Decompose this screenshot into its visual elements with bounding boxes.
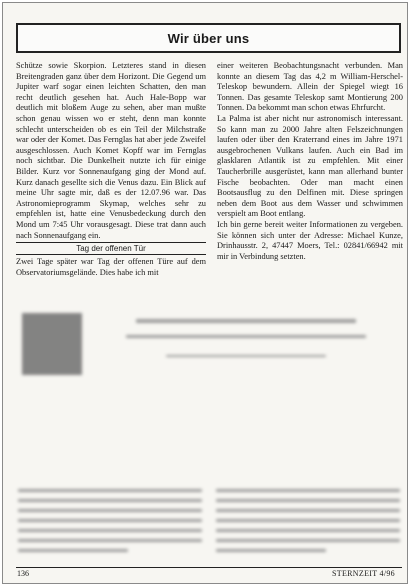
blurred-article — [16, 303, 402, 558]
subheading-open-day: Tag der offenen Tür — [16, 242, 206, 255]
section-header — [16, 23, 401, 53]
right-paragraph-3: Ich bin gerne bereit weiter Informationen zu vergeben. Sie können sich unter der Adresse: Michael Kunze, Drinhausstr. 2, 47447 Moers, Tel.: 02841/66942 mit mir in Verbindung setzten. — [217, 219, 403, 261]
blurred-text-line — [18, 509, 202, 512]
blurred-text-line — [216, 519, 400, 522]
blurred-text-line — [18, 549, 128, 552]
blurred-text-line — [18, 539, 202, 542]
right-paragraph-1: einer weiteren Beobachtungsnacht verbunden. Man konnte an diesem Tag das 4,2 m William-Herschel-Teleskop bewundern. Allein der Spiegel wiegt 16 Tonnen. Das gesamte Teleskop samt Montierung 200 Tonnen. Da bekommt man schon etwas Ehrfurcht. — [217, 61, 403, 113]
page-number: 136 — [17, 569, 29, 578]
section-title: Wir über uns — [167, 30, 250, 46]
blurred-text-line — [18, 529, 202, 532]
left-column — [16, 61, 206, 278]
blurred-text-line — [216, 529, 400, 532]
blurred-text-line — [216, 489, 400, 492]
blurred-text-line — [216, 499, 400, 502]
blurred-text-line — [18, 499, 202, 502]
blurred-text-line — [216, 509, 400, 512]
left-paragraph-2: Zwei Tage später war Tag der offenen Türe auf dem Observatoriumsgelände. Dies habe ich mit — [16, 257, 206, 277]
magazine-page — [2, 2, 408, 584]
blurred-text-line — [216, 549, 326, 552]
blurred-byline — [166, 355, 326, 357]
blurred-subtitle-line — [126, 335, 366, 338]
blurred-text-line — [18, 519, 202, 522]
blurred-title-line — [136, 319, 356, 323]
left-paragraph-1: Schütze sowie Skorpion. Letzteres stand in diesen Breitengraden ganz über dem Horizont. Die Gegend um Jupiter warf sogar einen leichten Schatten, den man recht deutlich gesehen hat. Auch Hale-Bopp war deutlich mit bloßem Auge zu sehen, aber man mußte schon genau wissen wo er steht, denn man konnte schlecht unterscheiden ob es ein Teil der Milchstraße war oder der Komet. Das Fernglas hat aber jede Zweifel ausgeschlossen. Auch Komet Kopff war im Fernglas noch sichtbar. Die Dunkelheit nutzte ich für einige Bilder. Kurz vor Sonnenaufgang ging der Mond auf. Kurz danach gesellte sich die Venus dazu. Ein Blick auf meine Uhr sagte mir, daß es der 12.07.96 war. Das Astronomieprogramm Skymap, welches sehr zu empfehlen ist, hatte eine Venusbedeckung durch den Mond um 7:45 Uhr vorausgesagt. Diese trat dann auch nach Sonnenaufgang ein. — [16, 61, 206, 240]
blurred-section-badge — [22, 313, 82, 375]
right-paragraph-2: La Palma ist aber nicht nur astronomisch interessant. So kann man zu 2000 Jahre alten Felszeichnungen laufen oder über den Kraterrand eines im Jahre 1971 ausgebrochenen Vulkans laufen. Auch ein Bad im glasklaren Atlantik ist zu empfehlen. Mit einer Taucherbrille ausgerüstet, kann man allerhand bunter Fische beobachten. Oder man macht einen Bootsausflug zu den Delfinen mit. Diese springen neben dem Boot aus dem Wasser und schwimmen verspielt am Boot entlang. — [217, 113, 403, 219]
magazine-issue: STERNZEIT 4/96 — [332, 569, 395, 578]
blurred-text-line — [18, 489, 202, 492]
right-column — [217, 61, 403, 262]
blurred-text-line — [216, 539, 400, 542]
footer-rule — [16, 567, 402, 568]
